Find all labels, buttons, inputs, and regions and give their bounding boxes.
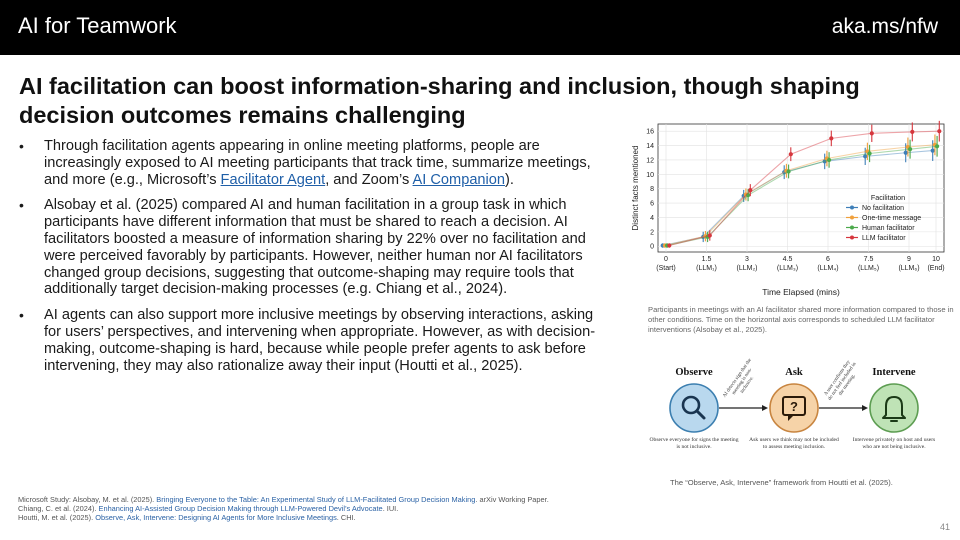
- intervene-description: Intervene privately on host and users who are not being inclusive.: [852, 437, 936, 450]
- bullet-1-text-c: ).: [505, 171, 514, 188]
- bullet-1-text-a: Through facilitation agents appearing in online meeting platforms, people are increasingly exposed to AI meeting participants that track time, summarize meetings, and more (e.g., Microsoft’s: [44, 138, 591, 188]
- legend-title: Facilitation: [870, 193, 906, 202]
- x-tick-label: 3: [745, 256, 749, 263]
- data-point: [937, 129, 941, 133]
- legend-entry: One-time message: [862, 215, 922, 222]
- observe-circle: [670, 384, 718, 432]
- x-tick-sublabel: (LLM₆): [898, 265, 920, 272]
- y-tick-label: 0: [650, 243, 654, 251]
- intervene-label: Intervene: [872, 367, 916, 378]
- chart-caption: Participants in meetings with an AI facilitator shared more information compared to those in other conditions. Time on the horizontal axis corresponds to scheduled LLM facilitator interventions (Alsobay et al., 2025).: [648, 305, 954, 334]
- x-tick-label: 9: [907, 256, 911, 263]
- data-point: [868, 151, 872, 155]
- arrowhead-2: [862, 405, 868, 411]
- legend-entry: No facilitation: [862, 205, 905, 212]
- y-tick-label: 6: [650, 200, 654, 208]
- data-point: [935, 144, 939, 148]
- deck-url[interactable]: aka.ms/nfw: [831, 15, 938, 38]
- legend-swatch-marker: [850, 206, 854, 210]
- data-point: [827, 158, 831, 162]
- x-tick-sublabel: (LLM₂): [736, 265, 758, 272]
- references: [18, 495, 718, 522]
- reference-1-authors: Microsoft Study: Alsobay, M. et al. (2025).: [18, 495, 157, 504]
- ask-description: Ask users we think may not be included to assess meeting inclusion.: [749, 437, 839, 450]
- y-tick-label: 10: [646, 171, 654, 179]
- observe-ask-intervene-diagram: [648, 345, 942, 465]
- legend-swatch-marker: [850, 236, 854, 240]
- x-tick-label: 4.5: [782, 256, 793, 263]
- x-tick-sublabel: (LLM₃): [776, 265, 799, 272]
- reference-1: [18, 495, 718, 504]
- data-point: [748, 188, 752, 192]
- ask-label: Ask: [785, 367, 803, 378]
- data-point: [931, 149, 935, 153]
- x-tick-sublabel: (LLM₁): [696, 265, 717, 272]
- framework-caption: The “Observe, Ask, Intervene” framework from Houtti et al. (2025).: [670, 478, 893, 487]
- svg-text:?: ?: [790, 399, 798, 414]
- legend-swatch-marker: [850, 226, 854, 230]
- legend-swatch-marker: [850, 216, 854, 220]
- y-axis-label: Distinct facts mentioned: [631, 145, 640, 231]
- y-tick-label: 14: [646, 143, 654, 151]
- ai-companion-link[interactable]: AI Companion: [412, 171, 506, 188]
- intervene-circle: [870, 384, 918, 432]
- x-tick-label: 1.5: [701, 256, 712, 263]
- data-point: [870, 131, 874, 135]
- reference-3-authors: Houtti, M. et al. (2025).: [18, 513, 96, 522]
- facts-line-chart: [628, 118, 950, 300]
- bullet-list: [18, 138, 608, 383]
- reference-1-link[interactable]: Bringing Everyone to the Table: An Experimental Study of LLM-Facilitated Group Decision Making: [156, 495, 476, 504]
- data-point: [708, 233, 712, 237]
- reference-2-venue: . IUI.: [382, 504, 399, 513]
- reference-2-authors: Chiang, C. et al. (2024).: [18, 504, 99, 513]
- x-tick-sublabel: (End): [927, 265, 945, 272]
- data-point: [908, 147, 912, 151]
- x-tick-sublabel: (Start): [656, 265, 676, 272]
- y-tick-label: 4: [650, 214, 654, 222]
- x-tick-label: 0: [664, 256, 668, 263]
- observe-label: Observe: [675, 367, 713, 378]
- data-point: [789, 152, 793, 156]
- plot-area: [658, 124, 944, 252]
- legend-entry: LLM facilitator: [862, 235, 906, 242]
- legend-entry: Human facilitator: [862, 225, 915, 232]
- y-tick-label: 12: [646, 157, 654, 165]
- deck-title: AI for Teamwork: [18, 13, 177, 38]
- data-point: [910, 130, 914, 134]
- reference-3-venue: . CHI.: [336, 513, 356, 522]
- y-tick-label: 16: [646, 128, 654, 136]
- y-tick-label: 2: [650, 229, 654, 237]
- bullet-facilitation-agents: [18, 138, 608, 188]
- x-axis-label: Time Elapsed (mins): [762, 287, 840, 297]
- arrow1-annotation: AI detects sign that the meeting is non-inclusive.: [722, 357, 756, 399]
- bullet-1-text-b: , and Zoom’s: [325, 171, 413, 188]
- reference-2-link[interactable]: Enhancing AI-Assisted Group Decision Making through LLM-Powered Devil’s Advocate: [98, 504, 383, 513]
- reference-2: [18, 504, 718, 513]
- x-tick-sublabel: (LLM₅): [857, 265, 880, 272]
- reference-3: [18, 513, 718, 522]
- x-tick-label: 6: [826, 256, 830, 263]
- data-point: [667, 243, 671, 247]
- arrow2-annotation: A user confirms they do not feel included in the meeting.: [823, 359, 858, 402]
- observe-description: Observe everyone for signs the meeting is not inclusive.: [649, 437, 739, 450]
- data-point: [829, 136, 833, 140]
- bullet-inclusive-meetings: • AI agents can also support more inclusive meetings by observing interactions, asking for users’ perspectives, and intervening when appropriate. However, as with decision-making, outcome-shaping is hard, because while people prefer agents to ask before intervening, they may also rationalize away their input (Houtti et al., 2025).: [18, 307, 608, 374]
- y-tick-label: 8: [650, 186, 654, 194]
- header-bar: [0, 0, 960, 55]
- reference-1-venue: . arXiv Working Paper.: [475, 495, 549, 504]
- data-point: [904, 151, 908, 155]
- data-point: [787, 169, 791, 173]
- reference-3-link[interactable]: Observe, Ask, Intervene: Designing AI Agents for More Inclusive Meetings: [95, 513, 337, 522]
- x-tick-label: 7.5: [863, 256, 874, 263]
- page-number: 41: [939, 522, 950, 532]
- x-tick-label: 10: [932, 256, 940, 263]
- chart-canvas: [628, 118, 950, 300]
- bullet-alsobay-study: • Alsobay et al. (2025) compared AI and human facilitation in a group task in which participants have different information that must be shared to reach a decision. AI facilitators boosted a measure of information sharing by 22% over no facilitation and were perceived favorably by participants. However, neither human nor AI facilitators changed group decisions, suggesting that outcome-shaping may require tools that additionally target decision-making processes (e.g. Chiang et al., 2024).: [18, 197, 608, 298]
- x-tick-sublabel: (LLM₄): [817, 265, 839, 272]
- facilitator-agent-link[interactable]: Facilitator Agent: [220, 171, 326, 188]
- slide-headline: AI facilitation can boost information-sharing and inclusion, though shaping decision outcomes remains challenging: [19, 73, 860, 128]
- arrowhead-1: [762, 405, 768, 411]
